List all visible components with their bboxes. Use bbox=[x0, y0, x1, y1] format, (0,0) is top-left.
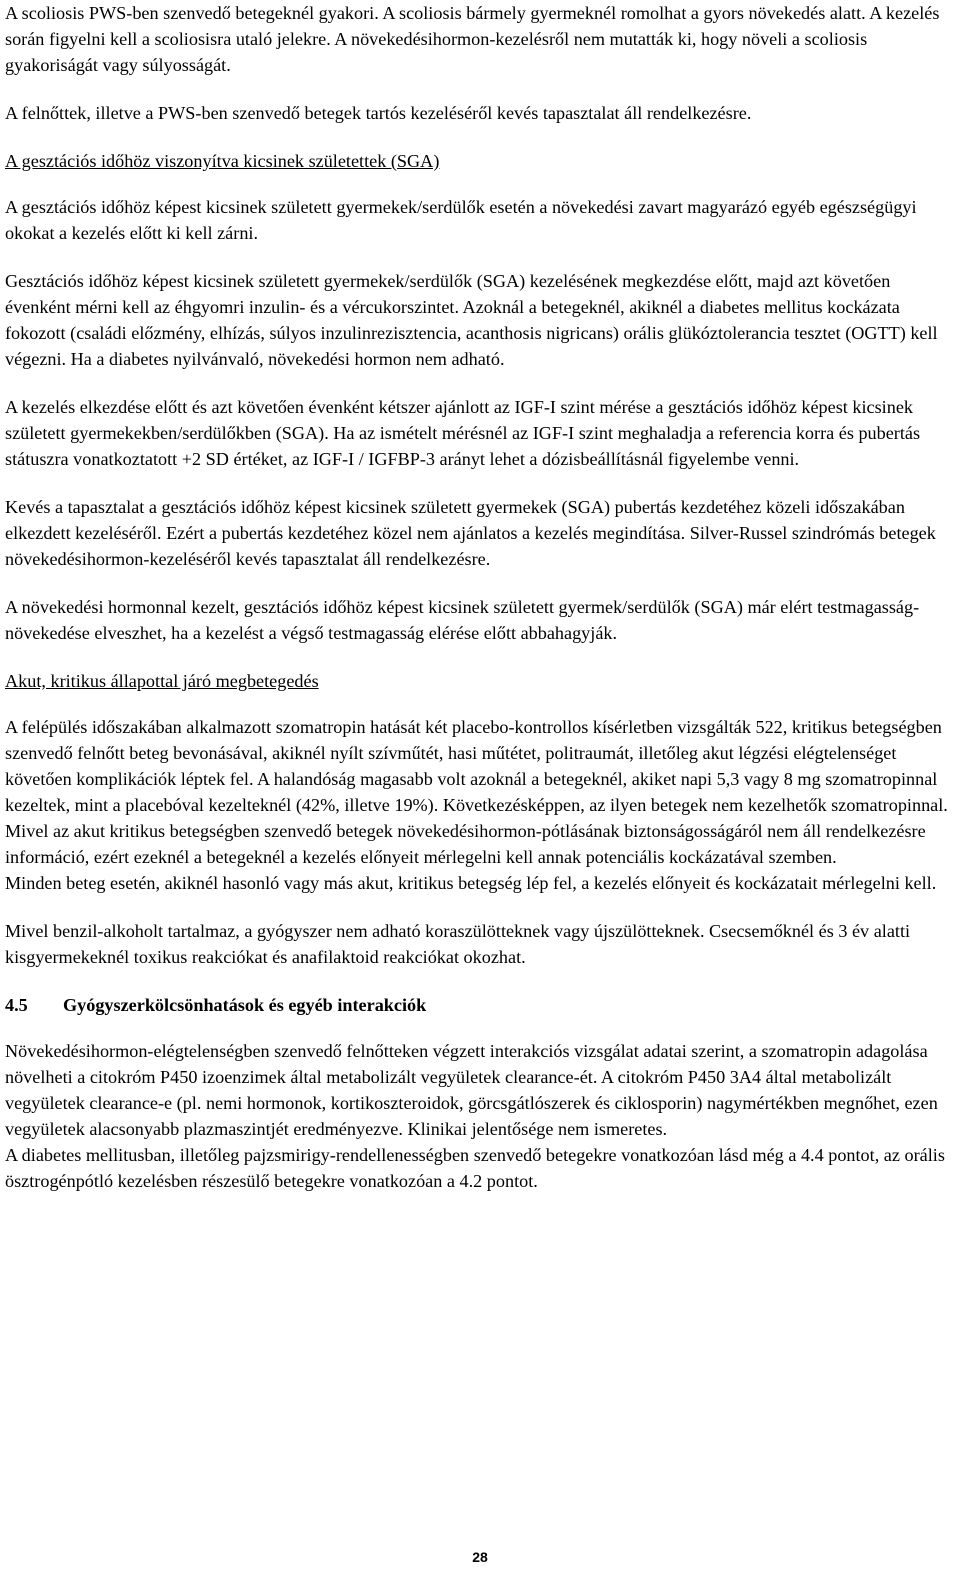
paragraph-sga-igf: A kezelés elkezdése előtt és azt követően évenként kétszer ajánlott az IGF-I szint mérése a gesztációs időhöz képest kicsinek született gyermekekben/serdülőkben (SGA). Ha az ismételt mérésnél az IGF-I szint meghaladja a referencia korra és pubertás státuszra vonatkoztatott +2 SD értéket, az IGF-I / IGFBP-3 arányt lehet a dózisbeállításnál figyelembe venni. bbox=[5, 397, 921, 469]
paragraph-sga-exclude: A gesztációs időhöz képest kicsinek született gyermekek/serdülők esetén a növekedési zavart magyarázó egyéb egészségügyi okokat a kezelés előtt ki kell zárni. bbox=[5, 197, 917, 243]
section-title: Gyógyszerkölcsönhatások és egyéb interakciók bbox=[63, 995, 427, 1015]
paragraph-interactions: Növekedésihormon-elégtelenségben szenvedő felnőtteken végzett interakciós vizsgálat adatai szerint, a szomatropin adagolása növelheti a citokróm P450 izoenzimek által metabolizált vegyületek clearance-ét. A citokróm P450 3A4 által metabolizált vegyületek clearance-e (pl. nemi hormonok, kortikoszteroidok, görcsgátlószerek és ciklosporin) nagymértékben megnőhet, ezen vegyületek alacsonyabb plazmaszintjét eredményezve. Klinikai jelentősége nem ismeretes. bbox=[5, 1041, 938, 1139]
paragraph-sga-stop: A növekedési hormonnal kezelt, gesztációs időhöz képest kicsinek született gyermek/serdülők (SGA) már elért testmagasság-növekedése elveszhet, ha a kezelést a végső testmagasság elérése előtt abbahagyják. bbox=[5, 597, 920, 643]
paragraph-scoliosis: A scoliosis PWS-ben szenvedő betegeknél gyakori. A scoliosis bármely gyermeknél romolhat a gyors növekedés alatt. A kezelés során figyelni kell a scoliosisra utaló jelekre. A növekedésihormon-kezelésről nem mutatták ki, hogy növeli a scoliosis gyakoriságát vagy súlyosságát. bbox=[5, 3, 940, 75]
section-heading-4-5 bbox=[5, 992, 955, 1018]
paragraph-cross-reference: A diabetes mellitusban, illetőleg pajzsmirigy-rendellenességben szenvedő betegekre vonatkozóan lásd még a 4.4 pontot, az orális ösztrogénpótló kezelésben részesülő betegekre vonatkozóan a 4.2 pontot. bbox=[5, 1145, 945, 1191]
paragraph-sga-glucose: Gesztációs időhöz képest kicsinek született gyermekek/serdülők (SGA) kezelésének megkezdése előtt, majd azt követően évenként mérni kell az éhgyomri inzulin- és a vércukorszintet. Azoknál a betegeknél, akiknél a diabetes mellitus kockázata fokozott (családi előzmény, elhízás, súlyos inzulinrezisztencia, acanthosis nigricans) orális glükóztolerancia tesztet (OGTT) kell végezni. Ha a diabetes nyilvánvaló, növekedési hormon nem adható. bbox=[5, 271, 938, 369]
document-body bbox=[5, 0, 955, 1216]
section-number: 4.5 bbox=[5, 995, 28, 1015]
paragraph-adults-pws: A felnőttek, illetve a PWS-ben szenvedő betegek tartós kezeléséről kevés tapasztalat áll rendelkezésre. bbox=[5, 103, 752, 123]
sga-subheading: A gesztációs időhöz viszonyítva kicsinek születettek (SGA) bbox=[5, 151, 440, 171]
paragraph-acute-all-patients: Minden beteg esetén, akiknél hasonló vagy más akut, kritikus betegség lép fel, a kezelés előnyeit és kockázatait mérlegelni kell. bbox=[5, 873, 937, 893]
page-number: 28 bbox=[472, 1549, 488, 1565]
paragraph-acute-study: A felépülés időszakában alkalmazott szomatropin hatását két placebo-kontrollos kísérletben vizsgálták 522, kritikus betegségben szenvedő felnőtt beteg bevonásával, akiknél nyílt szívműtét, hasi műtétet, politraumát, illetőleg akut légzési elégtelenséget követően komplikációk léptek fel. A halandóság magasabb volt azoknál a betegeknél, akiket napi 5,3 vagy 8 mg szomatropinnal kezeltek, mint a placebóval kezelteknél (42%, illetve 19%). Következésképpen, az ilyen betegek nem kezelhetők szomatropinnal. Mivel az akut kritikus betegségben szenvedő betegek növekedésihormon-pótlásának biztonságosságáról nem áll rendelkezésre információ, ezért ezeknél a betegeknél a kezelés előnyeit mérlegelni kell annak potenciális kockázatával szemben. bbox=[5, 717, 948, 867]
acute-illness-subheading: Akut, kritikus állapottal járó megbetegedés bbox=[5, 671, 319, 691]
paragraph-benzyl-alcohol: Mivel benzil-alkoholt tartalmaz, a gyógyszer nem adható koraszülötteknek vagy újszülötteknek. Csecsemőknél és 3 év alatti kisgyermekeknél toxikus reakciókat és anafilaktoid reakciókat okozhat. bbox=[5, 921, 911, 967]
paragraph-sga-puberty: Kevés a tapasztalat a gesztációs időhöz képest kicsinek született gyermekek (SGA) pubertás kezdetéhez közeli időszakában elkezdett kezeléséről. Ezért a pubertás kezdetéhez közel nem ajánlatos a kezelés megindítása. Silver-Russel szindrómás betegek növekedésihormon-kezeléséről kevés tapasztalat áll rendelkezésre. bbox=[5, 497, 936, 569]
